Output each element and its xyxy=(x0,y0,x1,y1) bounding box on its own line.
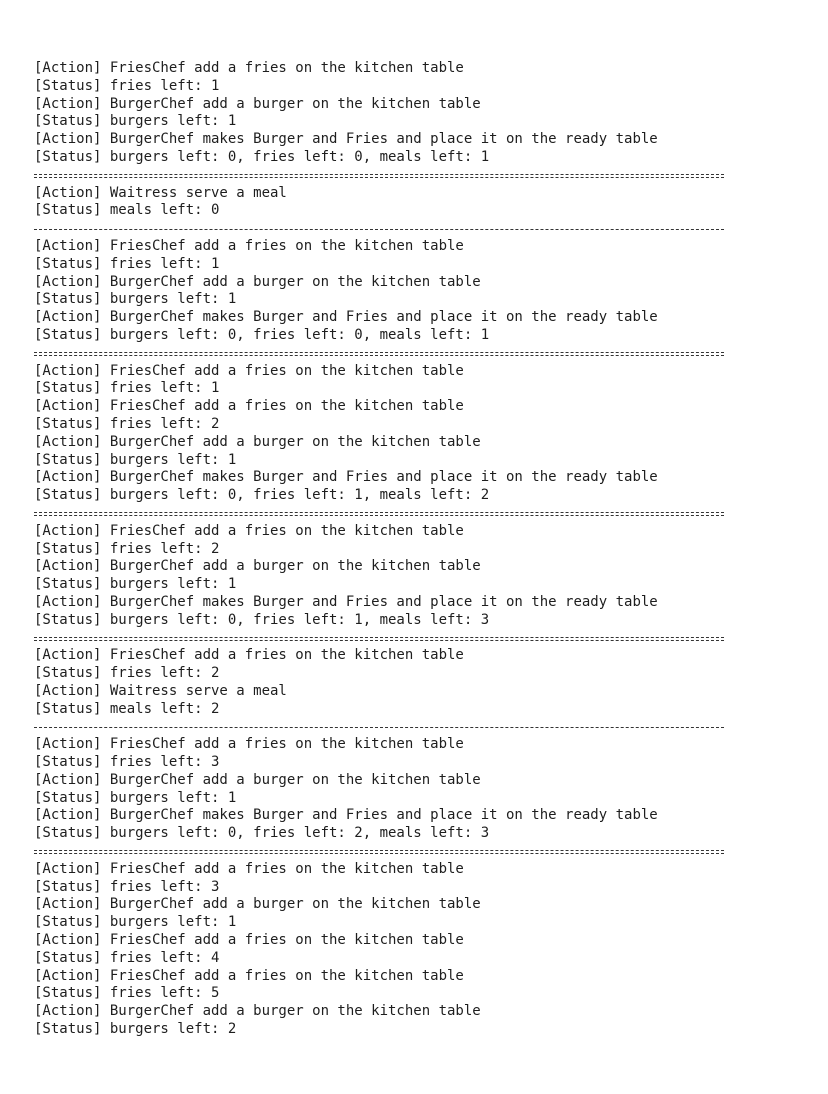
log-line: [Action] FriesChef add a fries on the kitchen table xyxy=(34,522,464,539)
log-line: [Status] fries left: 2 xyxy=(34,540,220,557)
log-line: [Status] fries left: 3 xyxy=(34,754,220,771)
single-separator xyxy=(34,220,724,238)
log-line: [Status] burgers left: 2 xyxy=(34,1021,237,1038)
log-line: [Action] FriesChef add a fries on the kitchen table xyxy=(34,362,464,379)
double-separator xyxy=(34,505,724,523)
console-output xyxy=(34,60,734,1039)
log-line: [Action] FriesChef add a fries on the kitchen table xyxy=(34,60,464,76)
log-line: [Status] burgers left: 1 xyxy=(34,113,237,130)
log-line: [Action] BurgerChef add a burger on the kitchen table xyxy=(34,433,481,450)
log-line: [Action] FriesChef add a fries on the kitchen table xyxy=(34,736,464,753)
double-separator xyxy=(34,167,724,185)
log-line: [Status] fries left: 3 xyxy=(34,878,220,895)
log-line: [Status] fries left: 1 xyxy=(34,380,220,397)
log-line: [Action] FriesChef add a fries on the kitchen table xyxy=(34,237,464,254)
log-line: [Action] FriesChef add a fries on the kitchen table xyxy=(34,647,464,664)
log-line: [Action] FriesChef add a fries on the kitchen table xyxy=(34,860,464,877)
log-line: [Status] fries left: 4 xyxy=(34,949,220,966)
log-line: [Status] burgers left: 0, fries left: 2, meals left: 3 xyxy=(34,825,490,842)
log-line: [Status] fries left: 1 xyxy=(34,255,220,272)
log-line: [Action] BurgerChef add a burger on the kitchen table xyxy=(34,558,481,575)
log-line: [Action] BurgerChef makes Burger and Fries and place it on the ready table xyxy=(34,309,658,326)
log-line: [Status] meals left: 0 xyxy=(34,202,220,219)
log-line: [Action] BurgerChef makes Burger and Fries and place it on the ready table xyxy=(34,593,658,610)
log-line: [Action] BurgerChef add a burger on the kitchen table xyxy=(34,896,481,913)
double-separator xyxy=(34,345,724,363)
log-line: [Status] meals left: 2 xyxy=(34,700,220,717)
log-line: [Status] burgers left: 1 xyxy=(34,914,237,931)
log-line: [Status] burgers left: 0, fries left: 1, meals left: 3 xyxy=(34,611,490,628)
log-line: [Status] fries left: 5 xyxy=(34,985,220,1002)
log-line: [Action] Waitress serve a meal xyxy=(34,184,287,201)
log-line: [Action] Waitress serve a meal xyxy=(34,682,287,699)
log-line: [Action] BurgerChef add a burger on the kitchen table xyxy=(34,95,481,112)
log-line: [Action] BurgerChef add a burger on the kitchen table xyxy=(34,771,481,788)
log-line: [Status] burgers left: 1 xyxy=(34,789,237,806)
log-line: [Status] burgers left: 0, fries left: 1, meals left: 2 xyxy=(34,487,490,504)
log-line: [Action] FriesChef add a fries on the kitchen table xyxy=(34,967,464,984)
log-line: [Status] burgers left: 0, fries left: 0, meals left: 1 xyxy=(34,148,490,165)
log-line: [Action] BurgerChef makes Burger and Fries and place it on the ready table xyxy=(34,131,658,148)
log-line: [Status] burgers left: 1 xyxy=(34,451,237,468)
log-line: [Action] FriesChef add a fries on the kitchen table xyxy=(34,398,464,415)
log-line: [Action] BurgerChef add a burger on the kitchen table xyxy=(34,273,481,290)
log-line: [Action] FriesChef add a fries on the kitchen table xyxy=(34,932,464,949)
single-separator xyxy=(34,718,724,736)
log-line: [Status] burgers left: 1 xyxy=(34,576,237,593)
double-separator xyxy=(34,630,724,648)
log-line: [Status] burgers left: 1 xyxy=(34,291,237,308)
log-line: [Status] fries left: 1 xyxy=(34,77,220,94)
log-line: [Action] BurgerChef makes Burger and Fries and place it on the ready table xyxy=(34,469,658,486)
double-separator xyxy=(34,843,724,861)
log-line: [Action] BurgerChef makes Burger and Fries and place it on the ready table xyxy=(34,807,658,824)
log-line: [Action] BurgerChef add a burger on the kitchen table xyxy=(34,1003,481,1020)
log-line: [Status] burgers left: 0, fries left: 0, meals left: 1 xyxy=(34,326,490,343)
log-line: [Status] fries left: 2 xyxy=(34,415,220,432)
log-line: [Status] fries left: 2 xyxy=(34,665,220,682)
